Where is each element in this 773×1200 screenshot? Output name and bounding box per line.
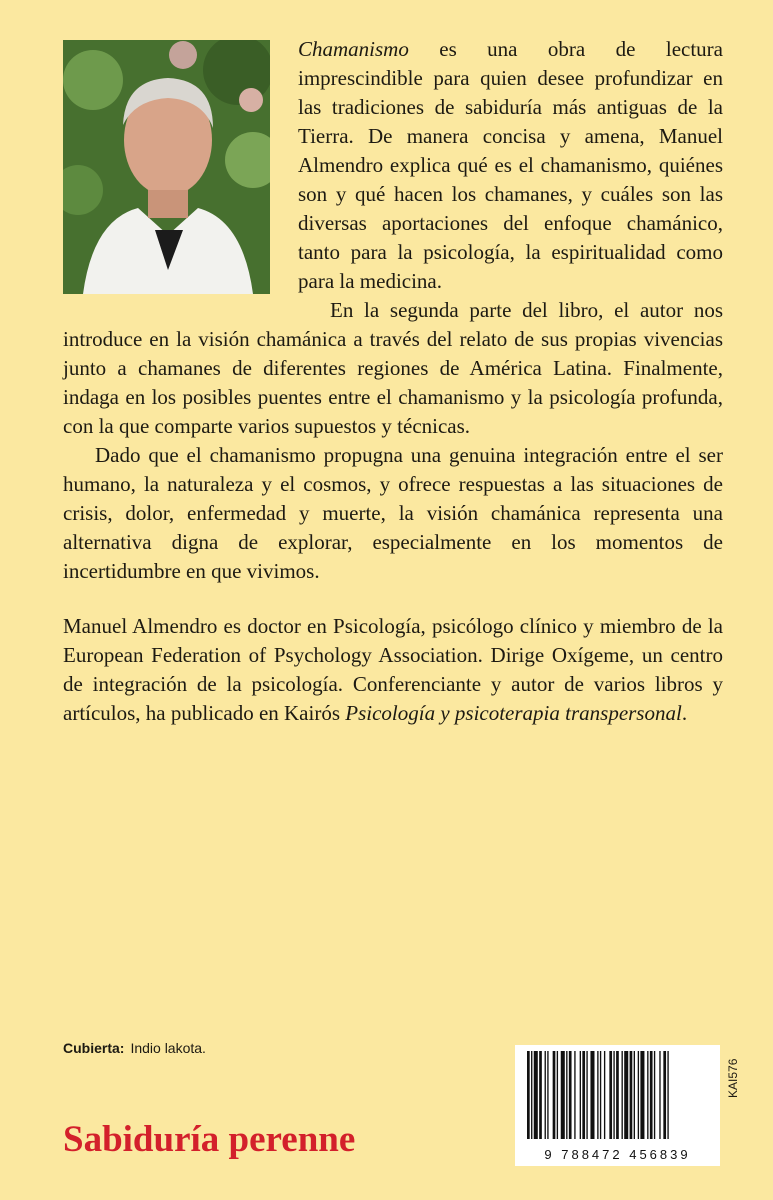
barcode-bar — [561, 1051, 565, 1139]
cover-credit-value: Indio lakota. — [130, 1040, 206, 1056]
barcode-bar — [609, 1051, 612, 1139]
barcode-bar — [650, 1051, 653, 1139]
cover-credit-label: Cubierta: — [63, 1040, 125, 1056]
paragraph-gap — [63, 586, 723, 612]
barcode-bar — [545, 1051, 546, 1139]
barcode-bar — [580, 1051, 581, 1139]
barcode-bar — [566, 1051, 567, 1139]
barcode-bar — [527, 1051, 530, 1139]
barcode-bar — [640, 1051, 644, 1139]
barcode-bar — [638, 1051, 639, 1139]
series-title: Sabiduría perenne — [63, 1119, 356, 1160]
photo-spacer — [63, 35, 298, 305]
barcode-bar — [622, 1051, 623, 1139]
cover-credit — [63, 1040, 206, 1056]
author-bio-book-title: Psicología y psicoterapia transpersonal — [345, 701, 682, 725]
description-paragraph-2: En la segunda parte del libro, el autor nos introduce en la visión chamánica a través del relato de sus propias vivencias junto a chamanes de diferentes regiones de América Latina. Finalmente, indaga en los posibles puentes entre el chamanismo y la psicología profunda, con la que comparte varios supuestos y técnicas. — [63, 298, 723, 438]
barcode-bar — [531, 1051, 532, 1139]
barcode-bar — [582, 1051, 585, 1139]
barcode-bar — [663, 1051, 666, 1139]
barcode-bar — [590, 1051, 594, 1139]
barcode-bar — [647, 1051, 648, 1139]
barcode-bar — [634, 1051, 635, 1139]
barcode-bar — [659, 1051, 660, 1139]
barcode-bar — [630, 1051, 633, 1139]
barcode-bar — [557, 1051, 558, 1139]
barcode-bar — [539, 1051, 542, 1139]
barcode-bar — [624, 1051, 628, 1139]
barcode-bar — [574, 1051, 575, 1139]
barcode-bar — [616, 1051, 619, 1139]
author-bio-text: Manuel Almendro es doctor en Psicología, psicólogo clínico y miembro de la European Federation of Psychology Association. Dirige Oxígeme, un centro de integración de la psicología. Conferenciante y autor de varios libros y artículos, ha publicado en Kairós — [63, 614, 723, 725]
description-paragraph-3: Dado que el chamanismo propugna una genuina integración entre el ser humano, la naturaleza y el cosmos, y ofrece respuestas a las situaciones de crisis, dolor, enfermedad y muerte, la visión chamánica representa una alternativa digna de explorar, especialmente en los momentos de incertidumbre en que vivimos. — [63, 443, 723, 583]
barcode-bar — [586, 1051, 587, 1139]
barcode-bar — [604, 1051, 605, 1139]
barcode-bar — [534, 1051, 538, 1139]
book-title-italic: Chamanismo — [298, 37, 409, 61]
barcode-bar — [569, 1051, 572, 1139]
barcode-bars — [515, 1045, 720, 1145]
catalog-code: KAI576 — [726, 1058, 740, 1098]
author-bio — [63, 612, 723, 728]
barcode-bar — [553, 1051, 556, 1139]
back-cover-text — [63, 35, 723, 728]
author-bio-end: . — [681, 701, 688, 725]
barcode-bar — [547, 1051, 548, 1139]
barcode-bar — [613, 1051, 614, 1139]
barcode-bar — [597, 1051, 598, 1139]
description-paragraph-1-text: es una obra de lectura imprescindible para quien desee profundizar en las tradiciones de sabiduría más antiguas de la Tierra. De manera concisa y amena, Manuel Almendro explica qué es el chamanismo, quiénes son y qué hacen los chamanes, y cuáles son las diversas aportaciones del enfoque chamánico, tanto para la psicología, la espiritualidad como para la medicina. — [298, 37, 723, 293]
barcode — [515, 1045, 720, 1166]
barcode-bar — [654, 1051, 655, 1139]
barcode-bar — [600, 1051, 601, 1139]
isbn-number: 9 788472 456839 — [544, 1147, 691, 1162]
barcode-bar — [667, 1051, 668, 1139]
